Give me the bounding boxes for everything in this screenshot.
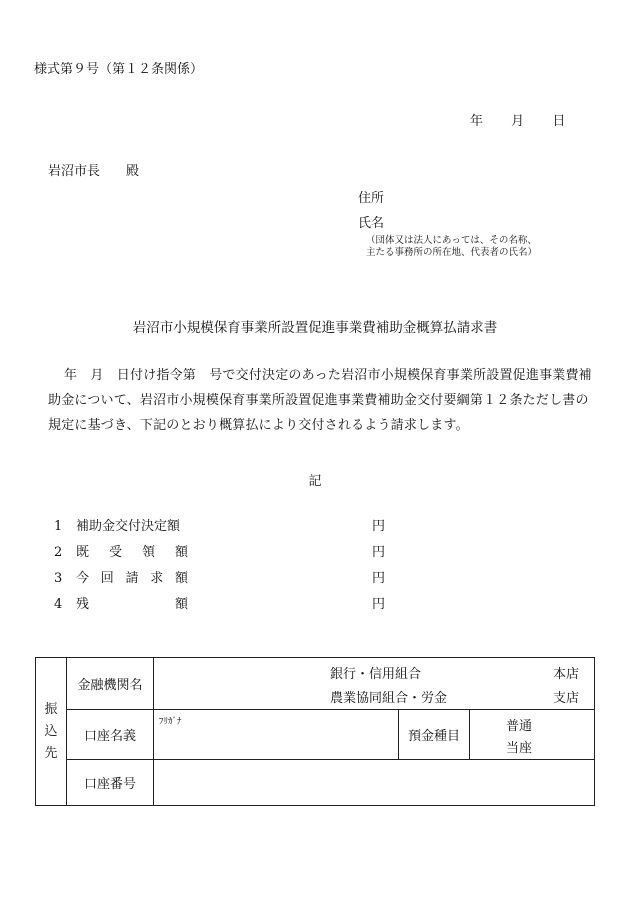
- date-month: 月: [511, 114, 525, 129]
- item-already-received: [54, 543, 386, 563]
- item-remaining: [54, 595, 386, 615]
- deposit-current: 当座: [506, 741, 533, 756]
- item-label: 補助金交付決定額: [76, 519, 181, 534]
- deposit-type-label: 預金種目: [399, 710, 470, 760]
- branch-sub: 支店: [553, 691, 580, 706]
- coop-type: 農業協同組合・労金: [330, 691, 448, 706]
- item-current-request: [54, 569, 386, 589]
- institution-label: 金融機関名: [67, 658, 154, 710]
- applicant-note-line2: 主たる事務所の所在地、代表者の氏名）: [366, 247, 538, 258]
- item-grant-decision: [54, 517, 386, 537]
- item-unit: 円: [372, 571, 386, 586]
- bank-transfer-table: [35, 657, 595, 806]
- addressee: 岩沼市長 殿: [48, 164, 140, 179]
- date-year: 年: [470, 114, 484, 129]
- institution-field[interactable]: [154, 658, 595, 710]
- item-number: 3: [54, 571, 63, 586]
- transfer-destination-label: 振 込 先: [36, 658, 67, 806]
- item-label: 残 額: [76, 597, 188, 612]
- bank-type: 銀行・信用組合: [330, 667, 422, 682]
- applicant-note-line1: （団体又は法人にあっては、その名称、: [366, 235, 537, 246]
- holder-label: 口座名義: [67, 710, 154, 760]
- date-day: 日: [552, 114, 566, 129]
- item-number: 1: [54, 519, 63, 534]
- date-line: [470, 110, 565, 129]
- furigana-label: ﾌﾘｶﾞﾅ: [159, 717, 182, 727]
- item-unit: 円: [372, 597, 386, 612]
- name-label: 氏名: [358, 216, 385, 231]
- item-number: 4: [54, 597, 63, 612]
- ki-heading: 記: [308, 474, 322, 489]
- document-title: 岩沼市小規模保育事業所設置促進事業費補助金概算払請求書: [132, 320, 498, 336]
- item-unit: 円: [372, 545, 386, 560]
- deposit-ordinary: 普通: [506, 719, 533, 734]
- item-unit: 円: [372, 519, 386, 534]
- request-body: 年 月 日付け指令第 号で交付決定のあった岩沼市小規模保育事業所設置促進事業費補助金について、岩沼市小規模保育事業所設置促進事業費補助金交付要綱第１２条ただし書の規定に基づき、下記のとおり概算払により交付されるよう請求します。: [48, 368, 592, 433]
- deposit-type-field[interactable]: [470, 710, 595, 760]
- branch-main: 本店: [553, 667, 580, 682]
- account-number-label: 口座番号: [67, 760, 154, 806]
- account-number-field[interactable]: [154, 760, 595, 806]
- holder-field[interactable]: [154, 710, 399, 760]
- item-number: 2: [54, 545, 63, 560]
- item-label: 今 回 請 求 額: [76, 571, 188, 586]
- form-number: 様式第９号（第１２条関係）: [34, 62, 204, 77]
- item-label: 既 受 領 額: [76, 545, 188, 560]
- applicant-note: [366, 235, 537, 259]
- address-label: 住所: [358, 191, 385, 206]
